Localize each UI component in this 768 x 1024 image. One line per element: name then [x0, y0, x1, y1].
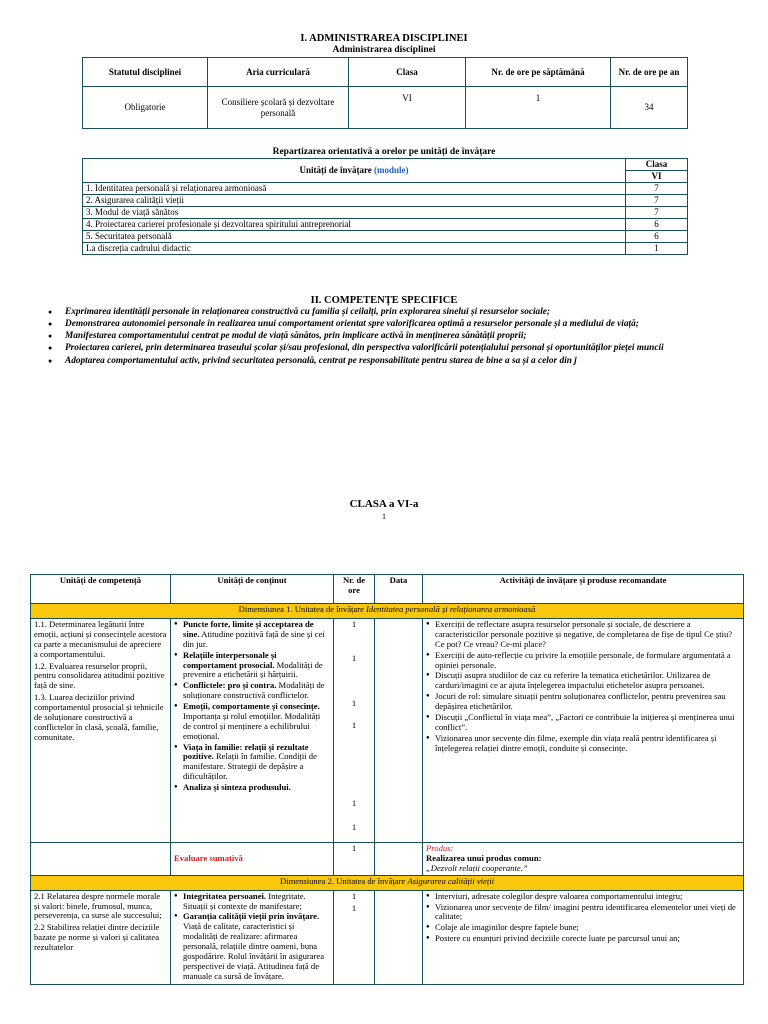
- header-unitati: Unități de învățare (module): [83, 159, 626, 183]
- list-item: ● Colaje ale imaginilor despre faptele bune;: [426, 923, 740, 933]
- list-item: ● Analiza și sinteza produsului.: [174, 783, 330, 793]
- list-item: ● Emoții, comportamente și consecințe. Importanța și rolul emoțiilor. Modalități de control și menținere a echilibrului emoțional.: [174, 702, 330, 742]
- evaluation-label: Evaluare sumativă: [174, 852, 243, 863]
- repartizare-title: Repartizarea orientativă a orelor pe unități de învățare: [272, 147, 496, 157]
- dimension-2-header: Dimensiunea 2. Unitatea de învățare Asigurarea calității vieții: [31, 875, 744, 890]
- list-item: ● Jocuri de rol: simulare situații pentru soluționarea conflictelor, pentru prevenirea sau depășirea etichetărilor.: [426, 692, 740, 712]
- dim1-competences: 1.1. Determinarea legăturii între emoții, acțiuni și consecințele acestora ca parte a mecanismului de apreciere a comportamentului. 1.2. Evaluarea resurselor proprii, pentru consolidarea atitudinii pozitive față de sine. 1.3. Luarea deciziilor privind comportamentul prosocial și tehnicile de soluționare constructivă a conflictelor în clasă, școală, familie, comunitate.: [31, 619, 171, 843]
- list-item: ● Adoptarea comportamentului activ, privind securitatea personală, centrat pe responsabilitate pentru starea de bine a sa și a celor din j: [48, 356, 738, 367]
- section-title-administrare: I. ADMINISTRAREA DISCIPLINEI: [300, 33, 468, 44]
- header-statut: Statutul disciplinei: [83, 58, 208, 87]
- header-ore-an: Nr. de ore pe an: [611, 58, 688, 87]
- header-clasa-value: VI: [626, 171, 688, 183]
- table-row: La discreția cadrului didactic 1: [83, 243, 688, 255]
- header-nr-ore: Nr. de ore: [334, 575, 375, 604]
- dim2-competences: 2.1 Relatarea despre normele morale și valori: binele, frumosul, munca, perseverența, ca surse ale succesului; 2.2 Stabilirea relației dintre deciziile bazate pe norme și valori și calitatea rezultatelor: [31, 890, 171, 984]
- list-item: ● Garanția calității vieții prin învățare. Viață de calitate, caracteristici și modalități de realizare: afirmarea personală, relațiile dintre oameni, buna gospodărire. Rolul învățării în asigurarea perspectivei de viață. Atitudinea față de manuale ca sursă de învățare.: [174, 912, 330, 981]
- list-item: ● Discuții asupra studiilor de caz cu referire la tematica etichetărilor. Utilizarea de carduri/imagini ce ar ajuta înțelegerea impactului etichetelor asupra persoanei.: [426, 671, 740, 691]
- header-clasa: Clasa: [626, 159, 688, 171]
- list-item: ● Puncte forte, limite și acceptarea de sine. Atitudine pozitivă față de sine și cei din jur.: [174, 620, 330, 650]
- table-row: 5. Securitatea personală 6: [83, 231, 688, 243]
- dim2-date: [375, 890, 423, 984]
- cell-aria: Consiliere școlară și dezvoltare personală: [208, 87, 349, 129]
- dim2-hours: 1 1: [334, 890, 375, 984]
- header-continut: Unități de conținut: [171, 575, 334, 604]
- header-aria: Aria curriculară: [208, 58, 349, 87]
- dim1-date: [375, 619, 423, 843]
- list-item: ● Discuții „Conflictul în viața mea”, „Factori ce contribuie la inițierea și menținerea unui conflict”.: [426, 713, 740, 733]
- list-item: ● Manifestarea comportamentului centrat pe modul de viață sănătos, prin implicare activă în menținerea sănătății proprii;: [48, 331, 738, 342]
- header-competenta: Unități de competență: [31, 575, 171, 604]
- list-item: ● Demonstrarea autonomiei personale în realizarea unui comportament orientat spre valorificarea optimă a resurselor personale și a mediului de viață;: [48, 319, 738, 330]
- list-item: ● Exerciții de reflectare asupra resurselor personale și sociale, de descriere a caracteristicilor personale pozitive și negative, de completarea de fișe de tipul Ce știu? Ce pot? Ce vreau? Ce-mi place?: [426, 620, 740, 650]
- administration-table: [82, 57, 688, 129]
- list-item: ● Exerciții de auto-reflecție cu privire la emoțiile personale, de formulare argumentată a opiniei personale.: [426, 651, 740, 671]
- page-number: 1: [382, 512, 386, 521]
- table-row: 2. Asigurarea calității vieții 7: [83, 195, 688, 207]
- cell-ore-an: 34: [611, 87, 688, 129]
- list-item: ● Vizionarea unor secvențe de film/ imagini pentru identificarea elementelor unei vieți de calitate;: [426, 903, 740, 923]
- table-row: 1. Identitatea personală și relaționarea armonioasă 7: [83, 183, 688, 195]
- repartizare-table: [82, 158, 688, 255]
- dim1-contents: [171, 619, 334, 843]
- list-item: ● Relațiile interpersonale și comportament prosocial. Modalități de prevenire a etichetării și hărțuirii.: [174, 651, 330, 681]
- competente-list: [48, 307, 738, 368]
- cell-clasa: VI: [349, 87, 466, 129]
- cell-statut: Obligatorie: [83, 87, 208, 129]
- list-item: ● Viața în familie: relații și rezultate pozitive. Relații în familie. Condiții de manifestare. Strategii de depășire a dificultăților.: [174, 743, 330, 783]
- list-item: ● Vizionarea unor secvențe din filme, exemple din viața reală pentru identificarea și înțelegerea relației dintre emoții, conduite și consecințe.: [426, 734, 740, 754]
- list-item: ● Exprimarea identității personale în relaționarea constructivă cu familia și ceilalți, prin explorarea sinelui și resurselor sociale;: [48, 307, 738, 318]
- list-item: ● Interviuri, adresate colegilor despre valoarea comportamentului integru;: [426, 892, 740, 902]
- dim2-contents: [171, 890, 334, 984]
- list-item: ● Proiectarea carierei, prin determinarea traseului școlar și/sau profesional, din perspectiva valorificării potențialului personal și oportunităților pieței muncii: [48, 343, 738, 354]
- header-activitati: Activități de învățare și produse recomandate: [423, 575, 744, 604]
- dim2-activities: [423, 890, 744, 984]
- list-item: ● Conflictele: pro și contra. Modalități de soluționare constructivă conflictelor.: [174, 681, 330, 701]
- header-ore-saptamana: Nr. de ore pe săptămână: [466, 58, 611, 87]
- dim1-activities: [423, 619, 744, 843]
- cell-ore-saptamana: 1: [466, 87, 611, 129]
- header-data: Data: [375, 575, 423, 604]
- dim1-hours: 1 1 1 1 1 1: [334, 619, 375, 843]
- header-clasa: Clasa: [349, 58, 466, 87]
- dimension-1-header: Dimensiunea 1. Unitatea de învățare Identitatea personală și relaționarea armonioasă: [31, 604, 744, 619]
- competente-title: II. COMPETENȚE SPECIFICE: [310, 295, 458, 306]
- evaluation-hours: 1: [334, 843, 375, 876]
- section-subtitle-administrare: Administrarea disciplinei: [332, 45, 436, 55]
- list-item: ● Postere cu enunțuri privind deciziile corecte luate pe parcursul unui an;: [426, 934, 740, 944]
- plan-table: [30, 574, 744, 985]
- list-item: ● Integritatea persoanei. Integritate. Situații și contexte de manifestare;: [174, 892, 330, 912]
- table-row: 3. Modul de viață sănătos 7: [83, 207, 688, 219]
- evaluation-product: Produs: Realizarea unui produs comun: „Dezvolt relații cooperante.”: [423, 843, 744, 876]
- table-row: 4. Proiectarea carierei profesionale și dezvoltarea spiritului antreprenorial 6: [83, 219, 688, 231]
- class-title: CLASA a VI-a: [349, 498, 419, 510]
